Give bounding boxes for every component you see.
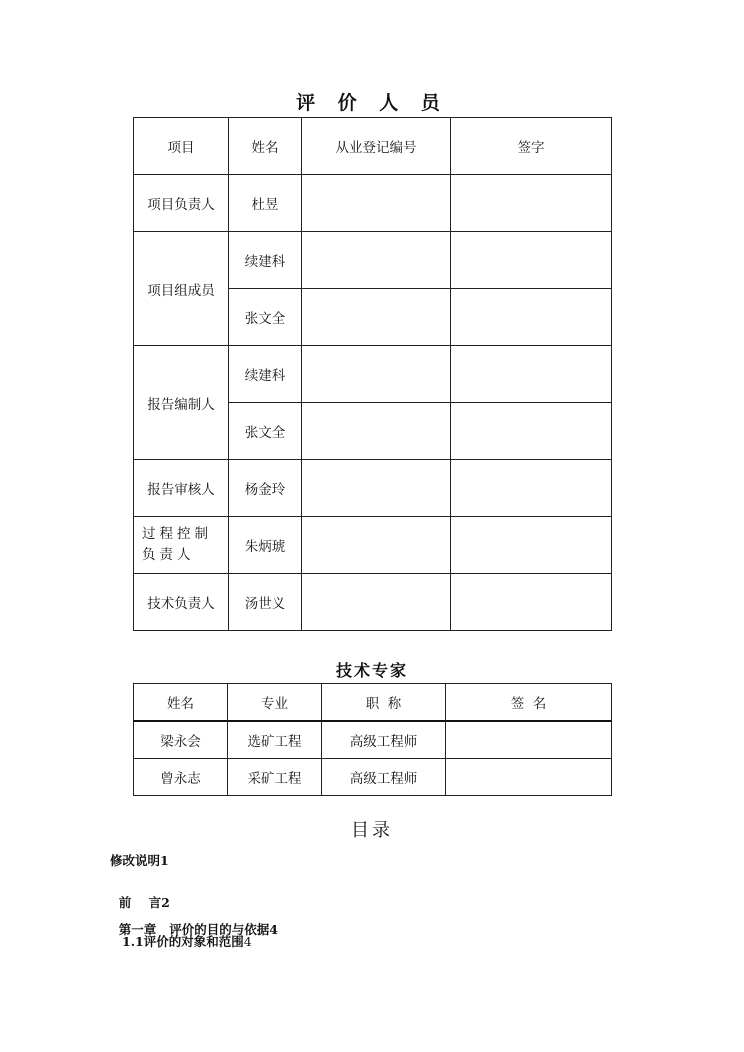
registration-cell (302, 574, 451, 631)
signature-cell (446, 721, 612, 759)
name-cell: 梁永会 (134, 721, 228, 759)
table-header-row (134, 684, 612, 722)
header-name: 姓名 (134, 684, 228, 722)
header-signature: 签字 (451, 118, 612, 175)
header-name: 姓名 (229, 118, 302, 175)
role-cell: 过程控制负责人 (134, 517, 229, 574)
signature-cell (446, 759, 612, 796)
registration-cell (302, 346, 451, 403)
signature-cell (451, 232, 612, 289)
toc-entry[interactable] (122, 932, 252, 950)
toc-entry-page: 1 (160, 853, 169, 868)
name-cell: 杨金玲 (229, 460, 302, 517)
header-registration-number: 从业登记编号 (302, 118, 451, 175)
role-cell: 技术负责人 (134, 574, 229, 631)
signature-cell (451, 460, 612, 517)
role-cell: 项目负责人 (134, 175, 229, 232)
table-row (134, 232, 612, 289)
role-cell: 报告编制人 (134, 346, 229, 460)
toc-entry-text: 修改说明 (110, 853, 161, 868)
header-project: 项目 (134, 118, 229, 175)
registration-cell (302, 460, 451, 517)
table-row (134, 759, 612, 796)
toc-entry-text: 前 言 (118, 895, 162, 910)
registration-cell (302, 403, 451, 460)
name-cell: 张文全 (229, 289, 302, 346)
name-cell: 曾永志 (134, 759, 228, 796)
toc-entry[interactable] (110, 851, 169, 869)
name-cell: 张文全 (229, 403, 302, 460)
toc-entry-page: 4 (269, 922, 278, 937)
header-signature: 签 名 (446, 684, 612, 722)
role-cell: 报告审核人 (134, 460, 229, 517)
registration-cell (302, 175, 451, 232)
major-cell: 采矿工程 (228, 759, 322, 796)
registration-cell (302, 232, 451, 289)
header-title: 职 称 (322, 684, 446, 722)
signature-cell (451, 574, 612, 631)
signature-cell (451, 289, 612, 346)
evaluators-table (133, 117, 612, 631)
toc-entry-text: 1.1评价的对象和范围 (122, 934, 244, 949)
toc-title: 目录 (351, 820, 393, 841)
signature-cell (451, 517, 612, 574)
evaluators-title: 评 价 人 员 (296, 92, 448, 114)
name-cell: 杜昱 (229, 175, 302, 232)
toc-entry-text: 第一章 评价的目的与依据 (118, 922, 270, 937)
name-cell: 续建科 (229, 346, 302, 403)
experts-table (133, 683, 612, 796)
toc-entry-page: 4 (243, 934, 252, 949)
title-cell: 高级工程师 (322, 721, 446, 759)
table-row (134, 721, 612, 759)
signature-cell (451, 346, 612, 403)
table-header-row (134, 118, 612, 175)
table-row (134, 175, 612, 232)
registration-cell (302, 517, 451, 574)
header-major: 专业 (228, 684, 322, 722)
table-row (134, 574, 612, 631)
role-cell: 项目组成员 (134, 232, 229, 346)
table-row (134, 517, 612, 574)
title-cell: 高级工程师 (322, 759, 446, 796)
registration-cell (302, 289, 451, 346)
major-cell: 选矿工程 (228, 721, 322, 759)
table-row (134, 346, 612, 403)
table-row (134, 460, 612, 517)
name-cell: 续建科 (229, 232, 302, 289)
signature-cell (451, 403, 612, 460)
name-cell: 朱炳琥 (229, 517, 302, 574)
experts-title: 技术专家 (335, 661, 408, 680)
name-cell: 汤世义 (229, 574, 302, 631)
signature-cell (451, 175, 612, 232)
toc-entry-page: 2 (161, 895, 170, 910)
